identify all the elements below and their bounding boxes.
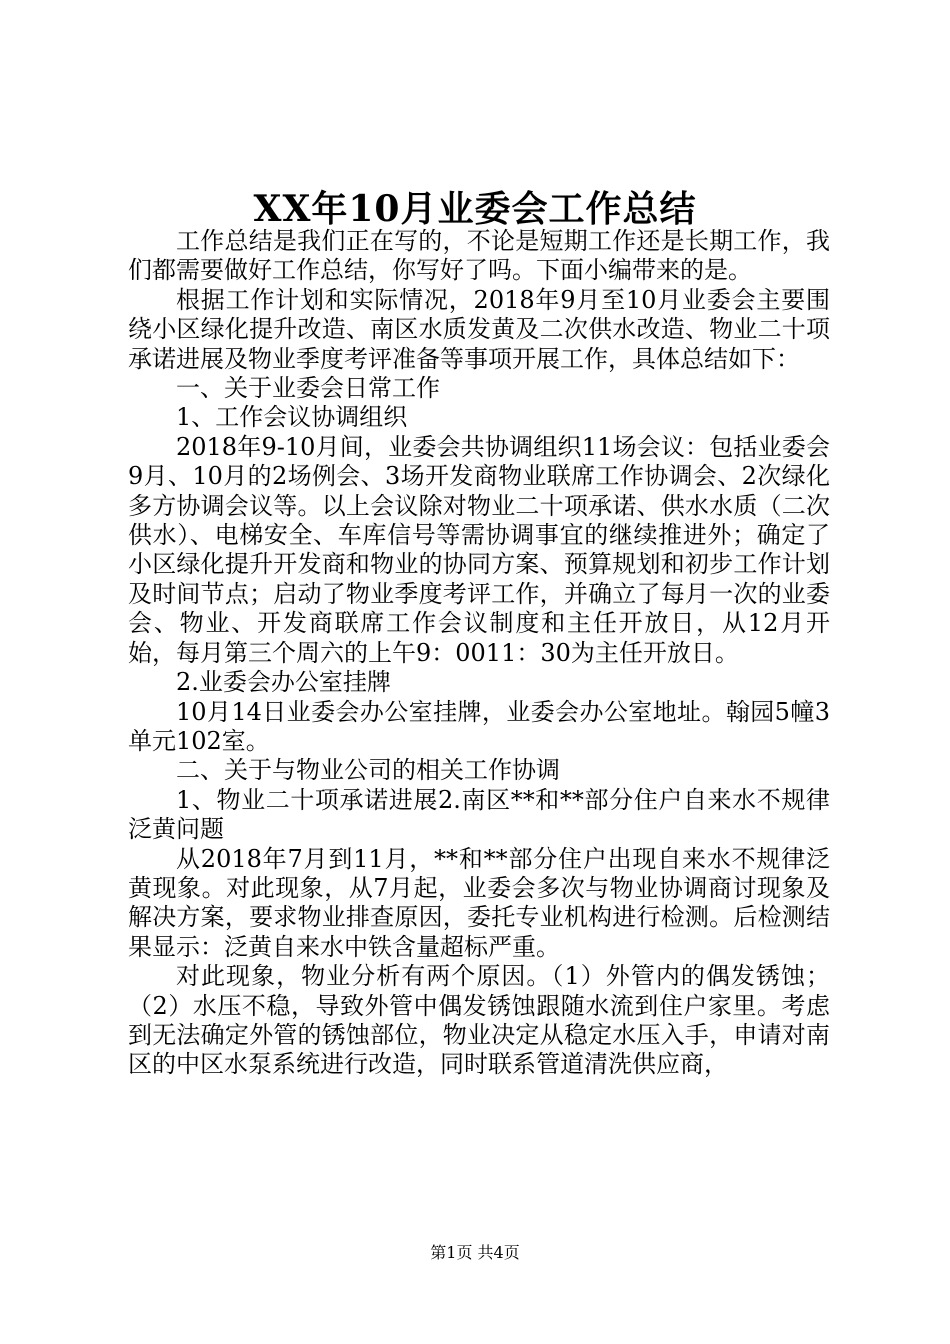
- section-heading-daily-work: 一、关于业委会日常工作: [176, 374, 440, 403]
- subheading-meetings: 1、工作会议协调组织: [176, 403, 408, 432]
- paragraph-intro: 工作总结是我们正在写的，不论是短期工作还是长期工作，我们都需要做好工作总结，你写好了吗。下面小编带来的是。: [128, 227, 830, 285]
- document-title: XX年10月业委会工作总结: [253, 188, 697, 230]
- section-heading-property: 二、关于与物业公司的相关工作协调: [176, 756, 560, 785]
- subheading-office-plaque: 2.业委会办公室挂牌: [176, 668, 391, 697]
- paragraph-water-causes: 对此现象，物业分析有两个原因。（1）外管内的偶发锈蚀；（2）水压不稳，导致外管中偶发锈蚀跟随水流到住户家里。考虑到无法确定外管的锈蚀部位，物业决定从稳定水压入手，申请对南区的中区水泵系统进行改造，同时联系管道清洗供应商，: [128, 962, 830, 1079]
- paragraph-water-issue: 从2018年7月到11月，**和**部分住户出现自来水不规律泛黄现象。对此现象，从7月起，业委会多次与物业协调商讨现象及解决方案，要求物业排查原因，委托专业机构进行检测。后检测结果显示：泛黄自来水中铁含量超标严重。: [128, 844, 830, 961]
- page-footer: 第1页 共4页: [430, 1243, 520, 1262]
- paragraph-overview: 根据工作计划和实际情况，2018年9月至10月业委会主要围绕小区绿化提升改造、南区水质发黄及二次供水改造、物业二十项承诺进展及物业季度考评准备等事项开展工作，具体总结如下：: [128, 285, 830, 373]
- subheading-commitments-water: 1、物业二十项承诺进展2.南区**和**部分住户自来水不规律泛黄问题: [128, 785, 830, 844]
- paragraph-meetings: 2018年9-10月间，业委会共协调组织11场会议：包括业委会9月、10月的2场例会、3场开发商物业联席工作协调会、2次绿化多方协调会议等。以上会议除对物业二十项承诺、供水水质（二次供水）、电梯安全、车库信号等需协调事宜的继续推进外；确定了小区绿化提升开发商和物业的协同方案、预算规划和初步工作计划及时间节点；启动了物业季度考评工作，并确立了每月一次的业委会、物业、开发商联席工作会议制度和主任开放日，从12月开始，每月第三个周六的上午9：0011：30为主任开放日。: [128, 432, 830, 667]
- paragraph-office-plaque: 10月14日业委会办公室挂牌，业委会办公室地址。翰园5幢3单元102室。: [128, 697, 830, 755]
- document-body: [128, 227, 830, 1080]
